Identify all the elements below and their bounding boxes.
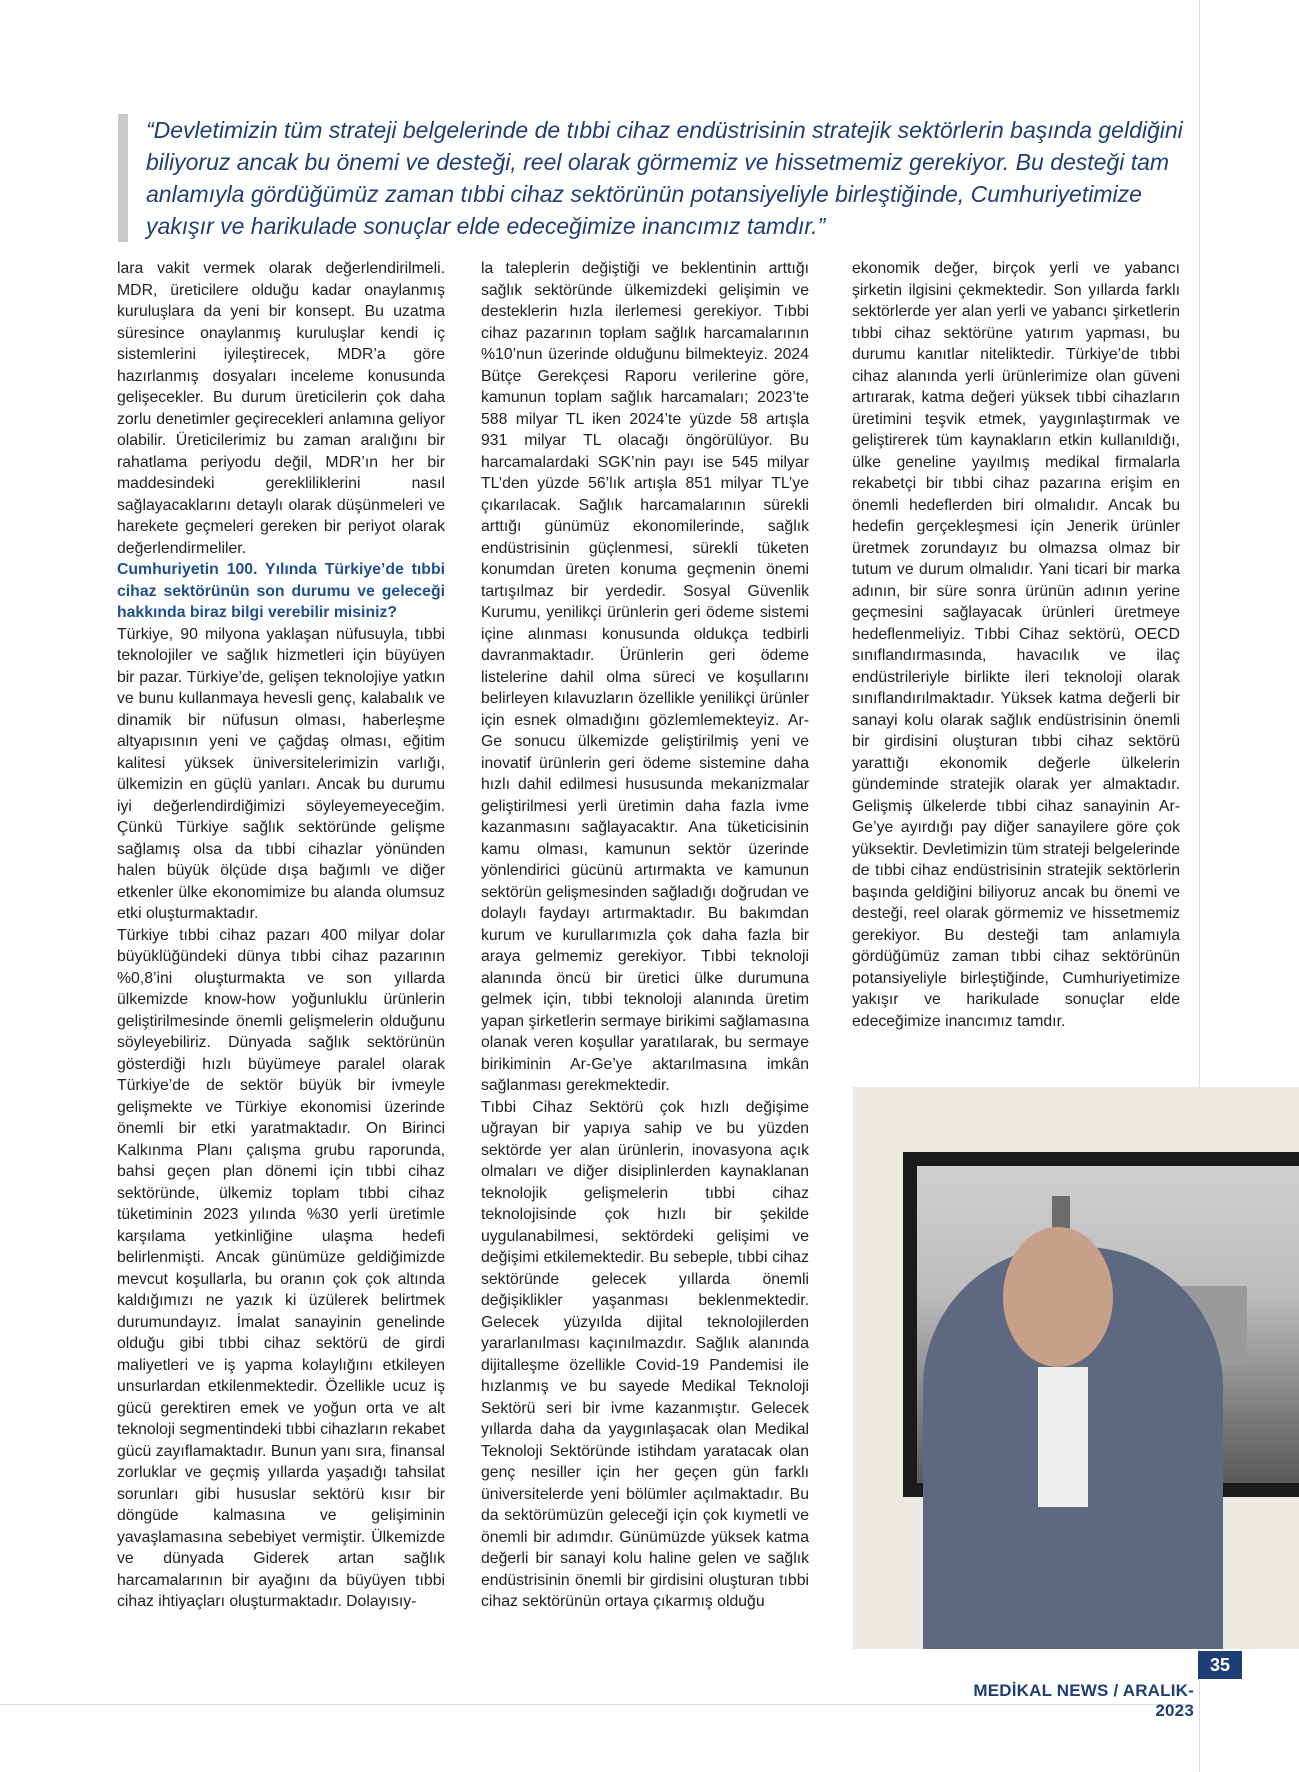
paragraph: Türkiye, 90 milyona yaklaşan nüfusuyla, tıbbi teknolojiler ve sağlık hizmetleri için büyüyen bir pazar. Türkiye’de, gelişen teknolojiye yatkın ve bunu kullanmaya hevesli genç, kalabalık ve dinamik bir nüfusun olması, haberleşme altyapısının yeni ve çağdaş olması, eğitim kalitesi yüksek üniversitelerimizin varlığı, ülkemizin en güçlü yanları. Ancak bu durumu iyi değerlendirdiğimizi söyleyemeyeceğim. Çünkü Türkiye sağlık sektöründe gelişme sağlamış olsa da tıbbi cihazlar yönünden halen büyük ölçüde dışa bağımlı ve diğer etkenler ülke ekonomimize bu alanda olumsuz etki oluşturmaktadır. (117, 625, 445, 922)
paragraph: la taleplerin değiştiği ve beklentinin arttığı sağlık sektöründe ülkemizdeki gelişimin ve desteklerin hızla ilerlemesi gerekiyor. Tıbbi cihaz pazarının toplam sağlık harcamalarının %10’nun üzerinde olduğunu bilmekteyiz. 2024 Bütçe Gerekçesi Raporu verilerine göre, kamunun toplam sağlık harcamaları; 2023’te 588 milyar TL iken 2024’te yüzde 58 artışla 931 milyar TL olacağı öngörülüyor. Bu harcamalardaki SGK’nin payı ise 545 milyar TL’den yüzde 56’lık artışla 851 milyar TL’ye çıkarılacak. Sağlık harcamalarının sürekli arttığı günümüz ekonomilerinde, sağlık endüstrisinin güçlenmesi, sürekli tüketen konumdan üreten konuma geçmenin önemi tartışılmaz bir yerdedir. Sosyal Güvenlik Kurumu, yenilikçi ürünlerin geri ödeme sistemi içine alınması konusunda oldukça tedbirli davranmaktadır. Ürünlerin geri ödeme listelerine dahil olma süreci ve koşullarını belirleyen kılavuzların özellikle yenilikçi ürünler için esnek olmadığını gözlemlemekteyiz. Ar-Ge sonucu ülkemizde geliştirilmiş yeni ve inovatif ürünlerin geri ödeme sistemine daha hızlı dahil edilmesi hususunda mekanizmalar geliştirilmesi yerli üretimin daha fazla ivme kazanmasını sağlayacaktır. Ana tüketicisinin kamu olması, kamunun sektör üzerinde yönlendirici gücünü artırmakta ve kamunun sektörün gelişmesinden sağladığı doğrudan ve dolaylı faydayı artırmaktadır. Bu bakımdan kurum ve kurullarımızla çok daha fazla bir araya gelmemiz gerekiyor. Tıbbi teknoloji alanında öncü bir üretici ülke durumuna gelmek için, tıbbi teknoloji alanında üretim yapan şirketlerin sermaye birikimi sağlamasına olanak veren koşullar yaratılarak, bu sermaye birikiminin Ar-Ge’ye aktarılmasına imkân sağlanması gerekmektedir. (481, 260, 809, 1094)
page-number: 35 (1198, 1651, 1242, 1679)
interview-question: Cumhuriyetin 100. Yılında Türkiye’de tıbbi cihaz sektörünün son durumu ve geleceği hakkında biraz bilgi verebilir misiniz? (117, 561, 445, 621)
head-shape (1003, 1227, 1113, 1367)
column-3 (852, 258, 1180, 1032)
pull-quote: “Devletimizin tüm strateji belgelerinde de tıbbi cihaz endüstrisinin stratejik sektörlerin başında geldiğini biliyoruz ancak bu önemi ve desteği, reel olarak görmemiz ve hissetmemiz gerekiyor. Bu desteği tam anlamıyla gördüğümüz zaman tıbbi cihaz sektörünün potansiyeliyle birleştiğinde, Cumhuriyetimize yakışır ve harikulade sonuçlar elde edeceğimize inancımız tamdır.” (118, 114, 1211, 242)
shirt-shape (1038, 1367, 1088, 1507)
publication-footer: MEDİKAL NEWS / ARALIK-2023 (973, 1681, 1194, 1720)
column-1 (117, 258, 445, 1613)
paragraph: lara vakit vermek olarak değerlendirilmeli. MDR, üreticilere olduğu kadar onaylanmış kuruluşlara da yeni bir konsept. Bu uzatma süresince onaylanmış kuruluşlar kendi iç sistemlerini iyileştirecek, MDR’a göre hazırlanmış dosyaları inceleme konusunda gelişecekler. Bu durum üreticilerin çok daha zorlu denetimler geçirecekleri anlamına geliyor olabilir. Üreticilerimiz bu zaman aralığını bir rahatlama periyodu değil, MDR’ın her bir maddesindeki gerekliliklerini nasıl sağlayacaklarını detaylı olarak düşünmeleri ve harekete geçmeleri gereken bir periyot olarak değerlendirmeliler. (117, 260, 445, 557)
portrait-photo (853, 1087, 1299, 1649)
paragraph: Türkiye tıbbi cihaz pazarı 400 milyar dolar büyüklüğündeki dünya tıbbi cihaz pazarının %0,8’ini oluşturmakta ve son yıllarda ülkemizde know-how yoğunluklu ürünlerin geliştirilmesinde önemli gelişmelerin olduğunu söyleyebiliriz. Dünyada sağlık sektörünün gösterdiği hızlı büyümeye paralel olarak Türkiye’de de sektör büyük bir ivmeyle gelişmekte ve Türkiye ekonomisi üzerinde önemli bir etki yaratmaktadır. On Birinci Kalkınma Planı çalışma grubu raporunda, bahsi geçen plan dönemi için tıbbi cihaz sektöründe, ülkemiz toplam tıbbi cihaz tüketiminin 2023 yılında %30 yerli üretimle karşılama yetkinliğine ulaşma hedefi belirlenmişti. Ancak günümüze geldiğimizde mevcut koşullarla, bu oranın çok çok altında kaldığımızı ne yazık ki üzülerek belirtmek durumundayız. İmalat sanayinin genelinde olduğu gibi tıbbi cihaz sektörü de girdi maliyetleri ve iş yapma kolaylığını etkileyen unsurlardan etkilenmektedir. Özellikle ucuz iş gücü gerektiren emek ve yoğun orta ve alt teknoloji segmentindeki tıbbi cihazların rekabet gücü zayıflamaktadır. Bunun yanı sıra, finansal zorluklar ve geçmiş yıllarda yaşadığı tahsilat sorunları gibi hususlar sektörü kısır bir döngüde kalmasına ve gelişiminin yavaşlamasına sebebiyet vermiştir. Ülkemizde ve dünyada Giderek artan sağlık harcamalarının bir ayağını da büyüyen tıbbi cihaz ihtiyaçları oluşturmaktadır. Dolayısıy- (117, 926, 445, 1610)
column-2 (481, 258, 809, 1613)
paragraph: ekonomik değer, birçok yerli ve yabancı şirketin ilgisini çekmektedir. Son yıllarda farklı sektörlerde yer alan yerli ve yabancı şirketlerin tıbbi cihaz sektörüne yatırım yapması, bu durumu kanıtlar niteliktedir. Türkiye’de tıbbi cihaz alanında yerli ürünlerimize olan güveni artırarak, katma değeri yüksek tıbbi cihazların üretimini teşvik etmek, yaygınlaştırmak ve geliştirerek tüm kaynakların etkin kullanıldığı, ülke geneline yayılmış medikal firmalarla rekabetçi bir tıbbi cihaz pazarına erişim en önemli hedeflerden biri olmalıdır. Ancak bu hedefin gerçekleşmesi için Jenerik ürünler üretmek zorundayız bu olmazsa olmaz bir tutum ve durum olmalıdır. Yani ticari bir marka adının, bir süre sonra ürünün adının yerine geçmesini sağlayacak ürünleri üretmeye hedeflenmeliyiz. Tıbbi Cihaz sektörü, OECD sınıflandırmasında, havacılık ve ilaç endüstrileriyle birlikte ileri teknoloji olarak sınıflandırılmaktadır. Yüksek katma değerli bir sanayi kolu olarak sağlık endüstrisinin önemli bir girdisini oluşturan tıbbi cihaz sektörü yarattığı ekonomik değerle ülkelerin gündeminde stratejik olarak yer almaktadır. Gelişmiş ülkelerde tıbbi cihaz sanayinin Ar-Ge’ye ayırdığı pay diğer sanayilere göre çok yüksektir. Devletimizin tüm strateji belgelerinde de tıbbi cihaz endüstrisinin stratejik sektörlerin başında geldiğini biliyoruz ancak bu önemi ve desteği, reel olarak görmemiz ve hissetmemiz gerekiyor. Bu desteği tam anlamıyla gördüğümüz zaman tıbbi cihaz sektörünün potansiyeliyle birleştiğinde, Cumhuriyetimize yakışır ve harikulade sonuçlar elde edeceğimize inancımız tamdır. (852, 260, 1180, 1030)
paragraph: Tıbbi Cihaz Sektörü çok hızlı değişime uğrayan bir yapıya sahip ve bu yüzden sektörde yer alan ürünlerin, inovasyona açık olmaları ve diğer disiplinlerden kaynaklanan teknolojik gelişmelerin tıbbi cihaz teknolojisinde çok hızlı bir şekilde uygulanabilmesi, sektördeki gelişimi ve değişimi etkilemektedir. Bu sebeple, tıbbi cihaz sektöründe gelecek yıllarda önemli değişiklikler yaşanması beklenmektedir. Gelecek yüzyılda dijital teknolojilerden yararlanılması kaçınılmazdır. Sağlık alanında dijitalleşme özellikle Covid-19 Pandemisi ile hızlanmış ve bu sayede Medikal Teknoloji Sektörü seri bir ivme kazanmıştır. Gelecek yıllarda daha da yaygınlaşacak olan Medikal Teknoloji Sektöründe istihdam yaratacak olan genç nesiller için her geçen gün farklı üniversitelerde yeni bölümler açılmaktadır. Bu da sektörümüzün geleceği için çok kıymetli ve önemli bir adımdır. Günümüzde yüksek katma değerli bir sanayi kolu haline gelen ve sağlık endüstrisinin önemli bir girdisini oluşturan tıbbi cihaz sektörünün ortaya çıkarmış olduğu (481, 1098, 809, 1610)
